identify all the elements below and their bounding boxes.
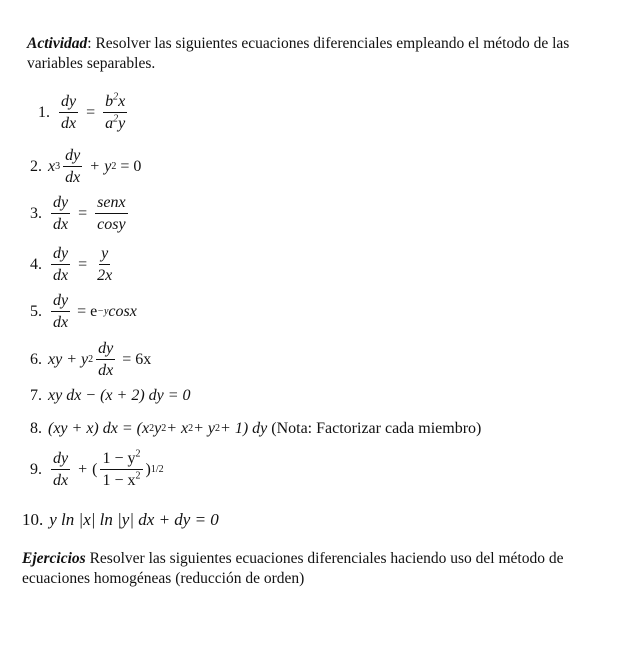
fraction: $\frac{\text{senx}}{\cos y}$ xyxy=(97,194,126,233)
equation-number: 4. xyxy=(30,255,42,273)
activity-label: Actividad xyxy=(27,35,88,52)
equation-number: 7. xyxy=(30,387,42,404)
activity-paragraph xyxy=(27,34,607,74)
equation-number: 3. xyxy=(30,204,42,222)
equation-10: 10. y ln |x| ln |y| dx + dy = 0 xyxy=(22,510,219,529)
equation-9: 9. $\frac{dy}{dx}$ + ( $\frac{1 - y^2}{1 - x^2}$ ) 1/2 xyxy=(30,448,164,489)
equation-8: 8. (xy + x) dx = (x 2 y 2 + x 2 + y 2 + 1) dy (Nota: Factorizar cada miembro) xyxy=(30,420,482,437)
fraction: $\frac{1 - y^2}{1 - x^2}$ xyxy=(102,448,141,489)
equation-7: 7. xy dx − (x + 2) dy = 0 xyxy=(30,387,191,404)
fraction: $\frac{dy}{dx}$ xyxy=(61,93,77,132)
equation-number: 8. xyxy=(30,420,42,437)
equation-number: 9. xyxy=(30,460,42,478)
exercises-paragraph xyxy=(22,549,612,589)
fraction: $\frac{y}{2x}$ xyxy=(97,245,113,284)
fraction: $\frac{dy}{dx}$ xyxy=(53,194,69,233)
fraction: $\frac{b^2x}{a^2y}$ xyxy=(105,91,126,132)
fraction: $\frac{dy}{dx}$ xyxy=(53,245,69,284)
equation-6: 6. xy + y 2 $\frac{dy}{dx}$ = 6x xyxy=(30,340,152,379)
exercises-text: Resolver las siguientes ecuaciones diferenciales haciendo uso del método de ecuaciones homogéneas (reducción de orden) xyxy=(22,550,564,587)
equation-number: 5. xyxy=(30,302,42,320)
equation-number: 2. xyxy=(30,157,42,175)
fraction: $\frac{dy}{dx}$ xyxy=(98,340,114,379)
equation-1: 1. $\frac{dy}{dx}$ = $\frac{b^2x}{a^2y}$ xyxy=(38,91,126,132)
equation-3: 3. $\frac{dy}{dx}$ = $\frac{\text{senx}}{\cos y}$ xyxy=(30,194,126,233)
equation-number: 6. xyxy=(30,350,42,368)
fraction: $\frac{dy}{dx}$ xyxy=(53,450,69,489)
fraction: $\frac{dy}{dx}$ xyxy=(53,292,69,331)
equation-4: 4. $\frac{dy}{dx}$ = $\frac{y}{2x}$ xyxy=(30,245,113,284)
fraction: $\frac{dy}{dx}$ xyxy=(65,147,81,186)
equation-number: 1. xyxy=(38,103,50,121)
exercises-label: Ejercicios xyxy=(22,550,86,567)
activity-text: : Resolver las siguientes ecuaciones diferenciales empleando el método de las variables separables. xyxy=(27,35,570,72)
equation-2: 2. x 3 $\frac{dy}{dx}$ + y 2 = 0 xyxy=(30,147,142,186)
equation-5: 5. $\frac{dy}{dx}$ = e −y cosx xyxy=(30,292,137,331)
equation-number: 10. xyxy=(22,510,44,529)
